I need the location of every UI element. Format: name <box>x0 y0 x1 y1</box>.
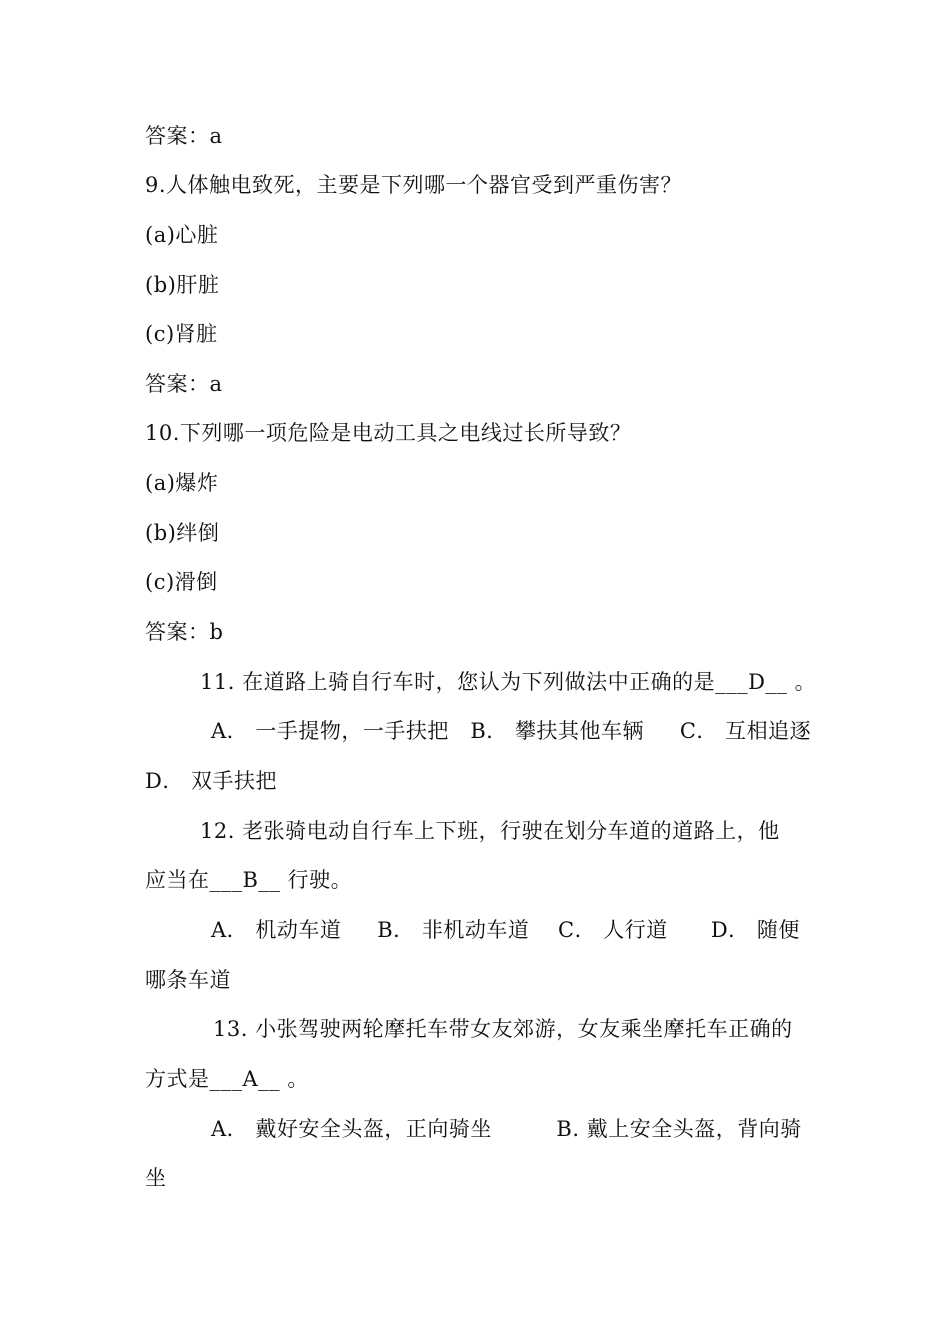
question-13-option-b-cont: 坐 <box>145 1166 167 1190</box>
question-11-option-d: D． 双手扶把 <box>145 769 278 793</box>
question-9-option-c: (c)肾脏 <box>145 322 218 346</box>
question-13-text: 13. 小张驾驶两轮摩托车带女友郊游，女友乘坐摩托车正确的 <box>213 1017 793 1041</box>
question-9-text: 9.人体触电致死，主要是下列哪一个器官受到严重伤害？ <box>145 173 683 197</box>
answer-line-9: 答案：a <box>145 372 223 396</box>
question-13-options: A． 戴好安全头盔，正向骑坐 B. 戴上安全头盔，背向骑 <box>211 1117 802 1141</box>
question-9-option-a: (a)心脏 <box>145 223 219 247</box>
question-11-text: 11. 在道路上骑自行车时，您认为下列做法中正确的是___D__ 。 <box>200 670 817 694</box>
question-12-options: A． 机动车道 B． 非机动车道 C． 人行道 D． 随便 <box>211 918 800 942</box>
question-12-option-d-cont: 哪条车道 <box>145 968 231 992</box>
question-9-option-b: (b)肝脏 <box>145 273 220 297</box>
question-11-options: A． 一手提物，一手扶把 B． 攀扶其他车辆 C． 互相追逐 <box>211 719 812 743</box>
question-12-text-cont: 应当在___B__ 行驶。 <box>145 868 353 892</box>
question-12-text: 12. 老张骑电动自行车上下班，行驶在划分车道的道路上，他 <box>200 819 780 843</box>
question-10-text: 10.下列哪一项危险是电动工具之电线过长所导致？ <box>145 421 632 445</box>
answer-line-10: 答案：b <box>145 620 224 644</box>
question-10-option-a: (a)爆炸 <box>145 471 219 495</box>
question-10-option-c: (c)滑倒 <box>145 570 218 594</box>
question-13-text-cont: 方式是___A__ 。 <box>145 1067 309 1091</box>
answer-line-8: 答案：a <box>145 124 223 148</box>
question-10-option-b: (b)绊倒 <box>145 521 220 545</box>
